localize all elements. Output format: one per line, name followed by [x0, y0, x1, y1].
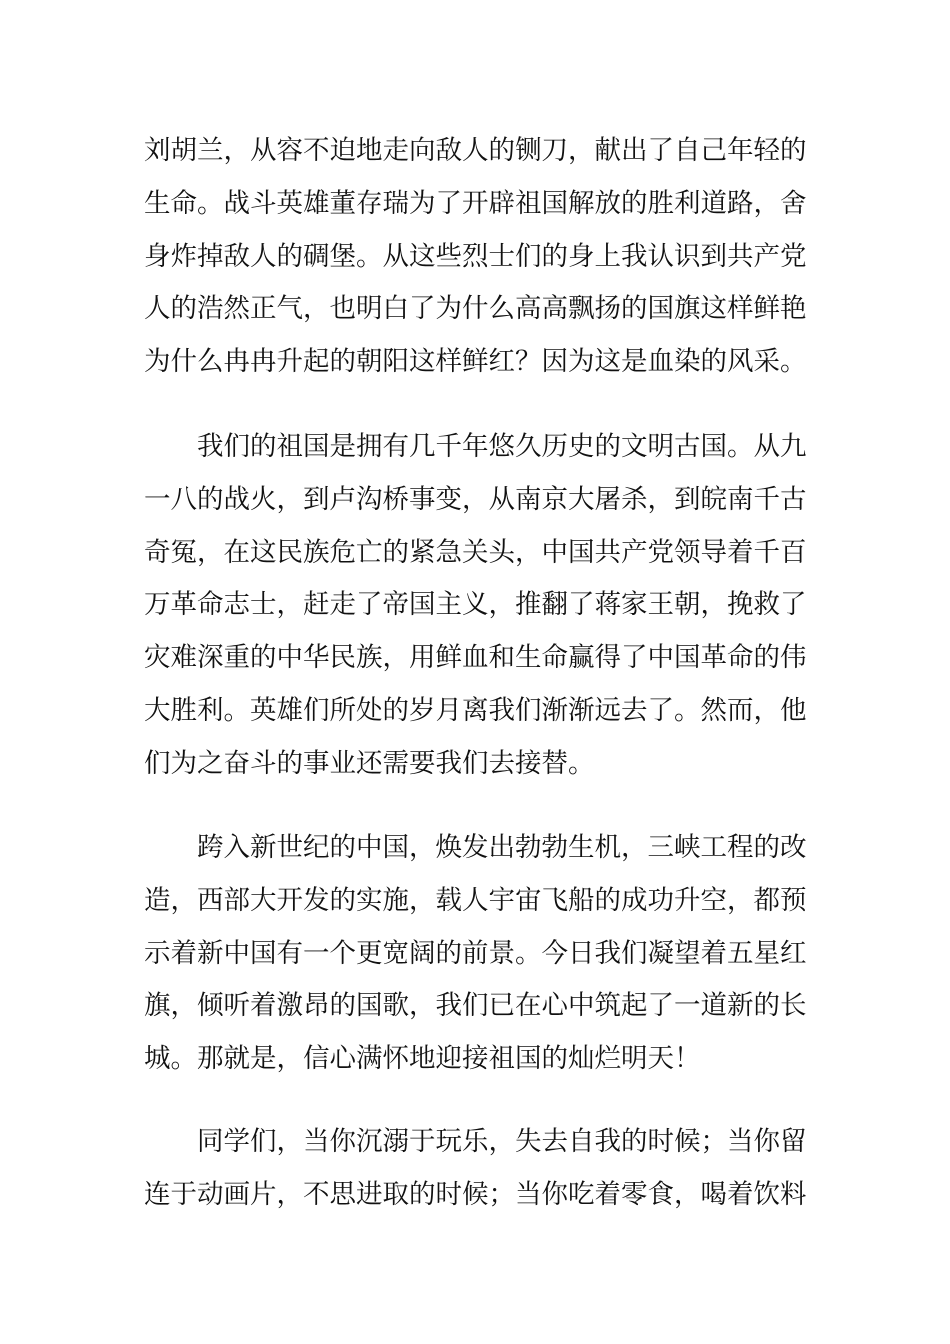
text-line: 跨入新世纪的中国，焕发出勃勃生机，三峡工程的改: [144, 832, 806, 863]
paragraph-4: [144, 1116, 806, 1222]
text-line: 灾难深重的中华民族，用鲜血和生命赢得了中国革命的伟: [144, 642, 806, 674]
text-line: 为什么冉冉升起的朝阳这样鲜红？因为这是血染的风采。: [144, 346, 806, 378]
text-line: 人的浩然正气，也明白了为什么高高飘扬的国旗这样鲜艳: [144, 293, 806, 325]
text-line: 示着新中国有一个更宽阔的前景。今日我们凝望着五星红: [144, 937, 806, 969]
text-line: 造，西部大开发的实施，载人宇宙飞船的成功升空，都预: [144, 884, 806, 916]
text-line: 奇冤，在这民族危亡的紧急关头，中国共产党领导着千百: [144, 536, 806, 568]
paragraph-2: [144, 421, 806, 791]
text-line: 同学们，当你沉溺于玩乐，失去自我的时候；当你留: [144, 1126, 806, 1157]
text-line: 万革命志士，赶走了帝国主义，推翻了蒋家王朝，挽救了: [144, 589, 806, 621]
text-line: 我们的祖国是拥有几千年悠久历史的文明古国。从九: [144, 431, 806, 462]
paragraph-3: [144, 822, 806, 1086]
paragraph-1: [144, 125, 806, 389]
text-line: 身炸掉敌人的碉堡。从这些烈士们的身上我认识到共产党: [144, 240, 806, 272]
text-line: 生命。战斗英雄董存瑞为了开辟祖国解放的胜利道路，舍: [144, 187, 806, 219]
text-line: 一八的战火，到卢沟桥事变，从南京大屠杀，到皖南千古: [144, 483, 806, 515]
text-line: 大胜利。英雄们所处的岁月离我们渐渐远去了。然而，他: [144, 694, 806, 726]
text-line: 城。那就是，信心满怀地迎接祖国的灿烂明天！: [144, 1043, 701, 1075]
text-line: 连于动画片，不思进取的时候；当你吃着零食，喝着饮料: [144, 1178, 806, 1210]
text-line: 旗，倾听着激昂的国歌，我们已在心中筑起了一道新的长: [144, 990, 806, 1022]
text-line: 们为之奋斗的事业还需要我们去接替。: [144, 747, 595, 779]
text-line: 刘胡兰，从容不迫地走向敌人的铡刀，献出了自己年轻的: [144, 135, 806, 166]
